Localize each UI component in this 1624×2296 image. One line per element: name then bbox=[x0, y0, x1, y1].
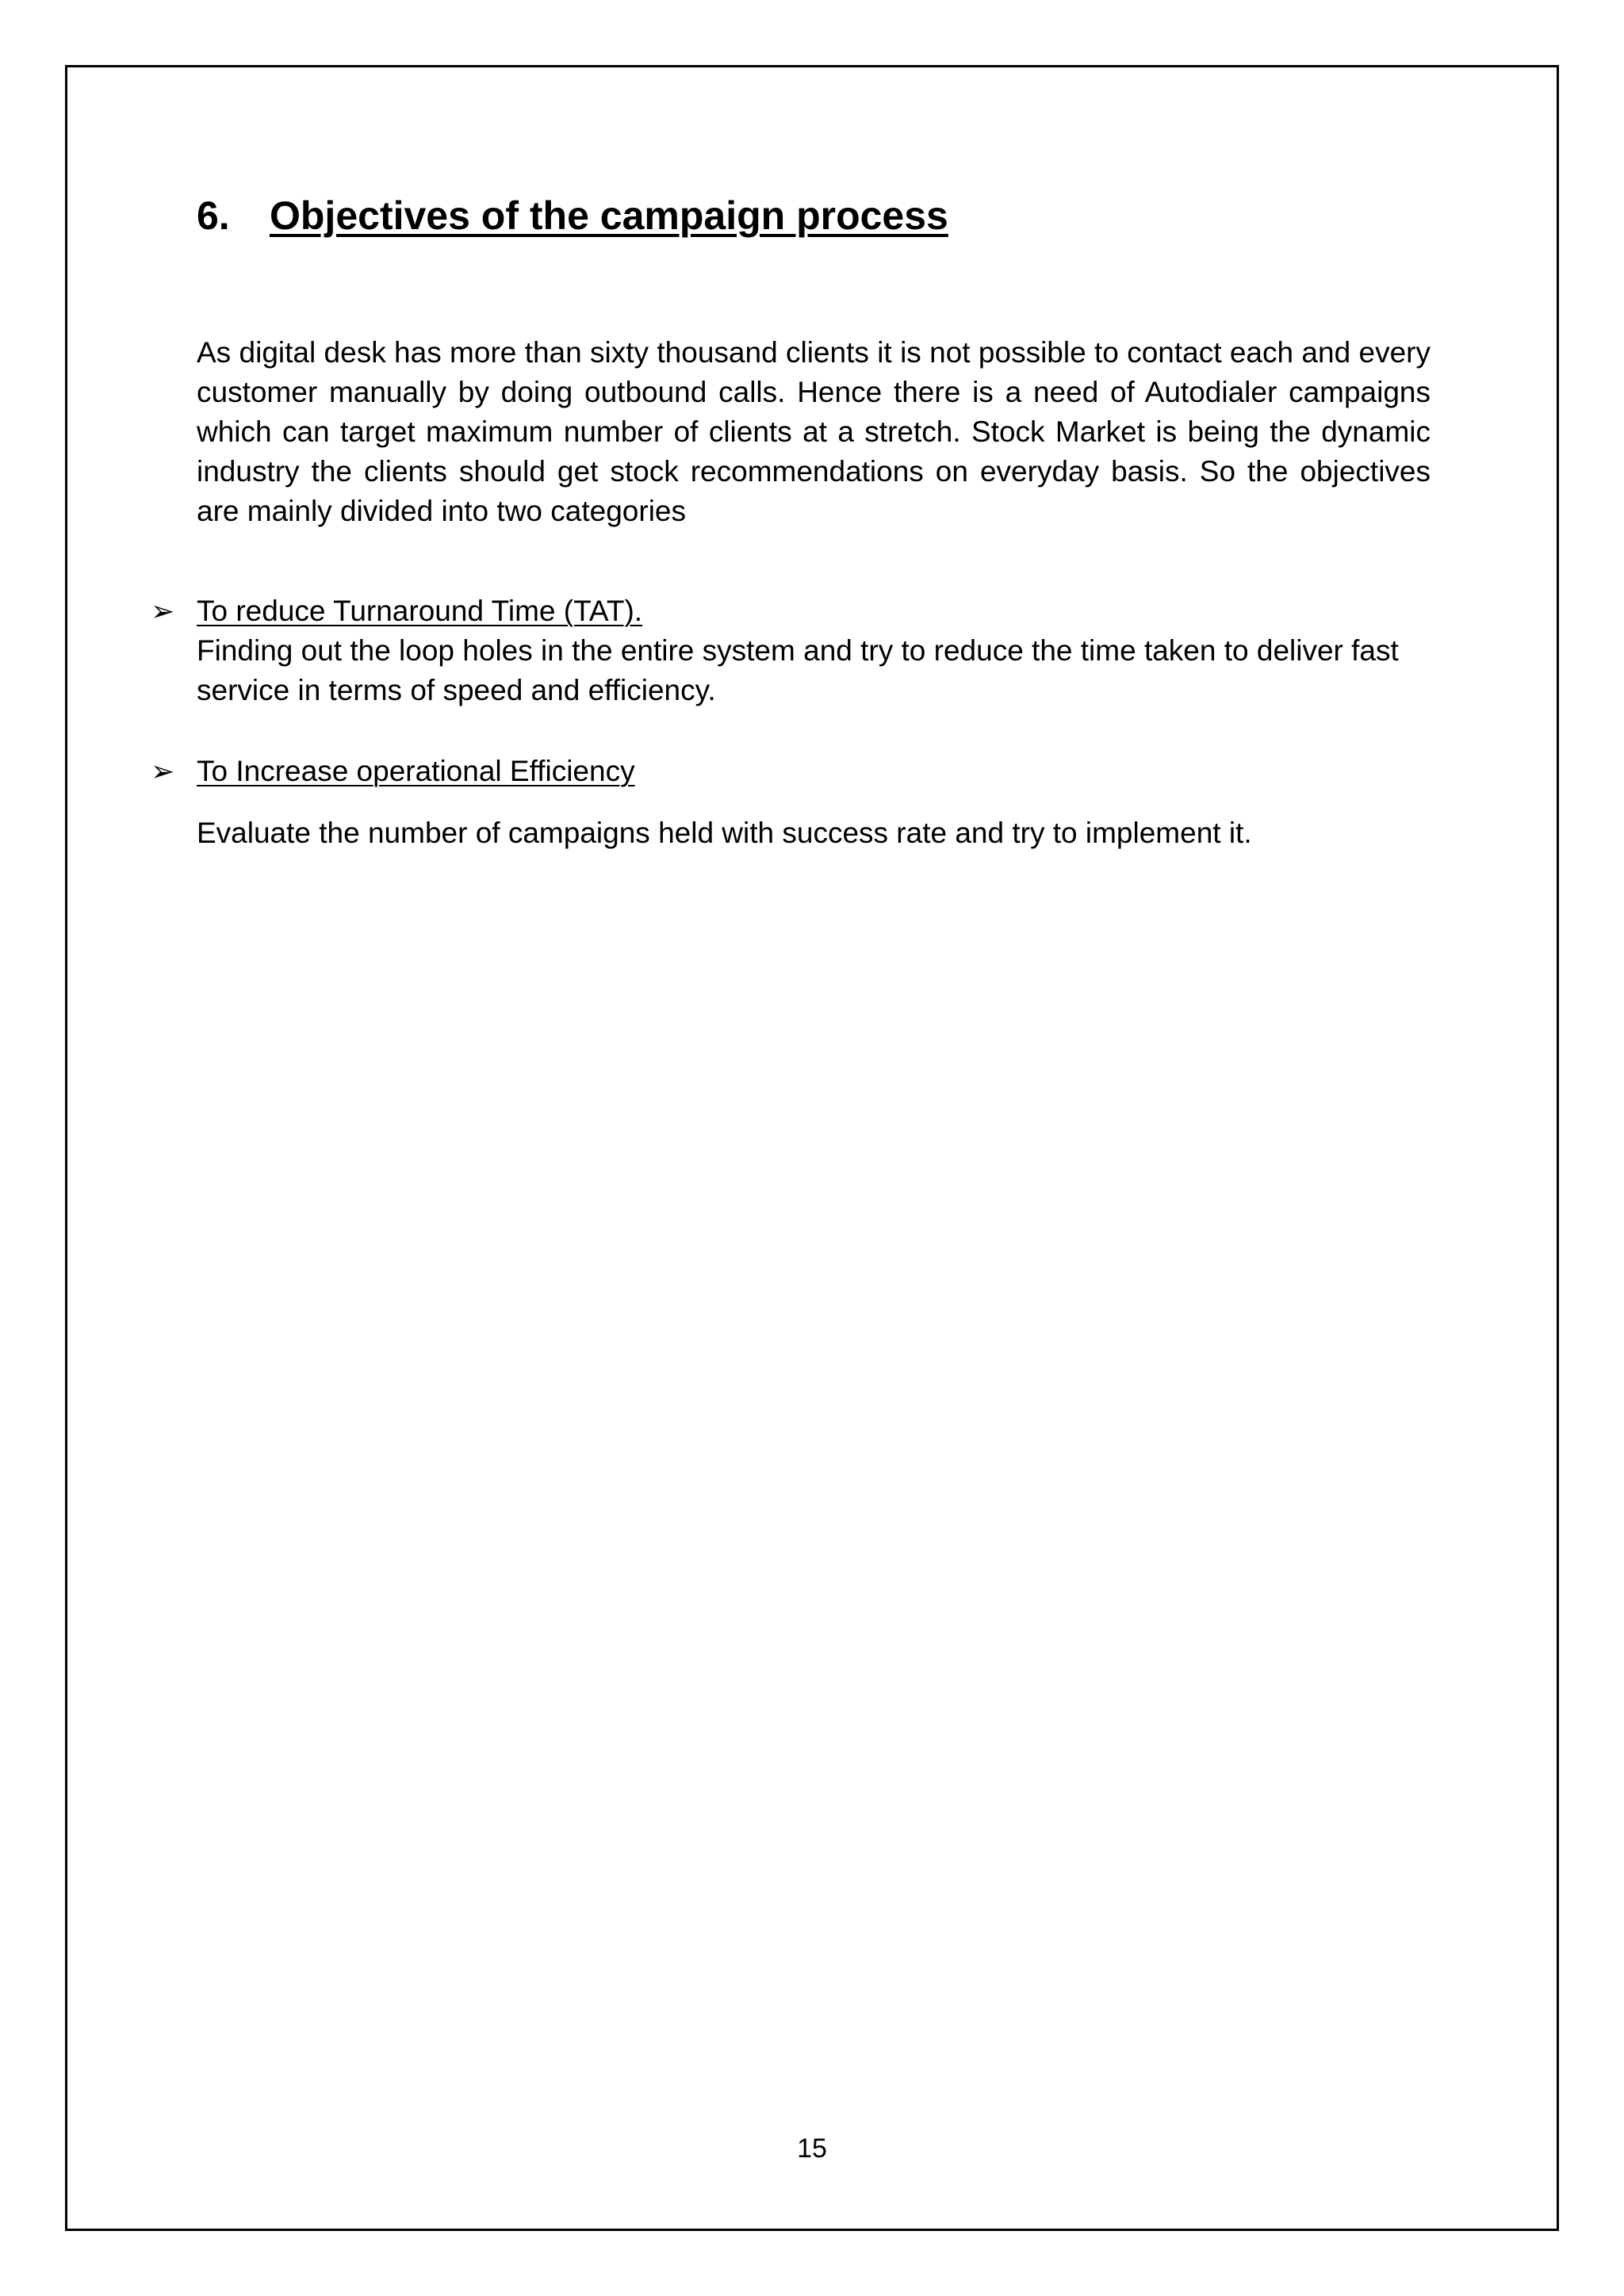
section-heading bbox=[197, 192, 948, 239]
objective-heading-efficiency: To Increase operational Efficiency bbox=[197, 755, 635, 787]
page-number: 15 bbox=[797, 2133, 827, 2164]
section-title: Objectives of the campaign process bbox=[270, 193, 948, 238]
objective-body-tat: Finding out the loop holes in the entire system and try to reduce the time taken to deliver fast service in terms of speed and efficiency. bbox=[197, 634, 1399, 706]
intro-paragraph: As digital desk has more than sixty thousand clients it is not possible to contact each and every customer manually by doing outbound calls. Hence there is a need of Autodialer campaigns which can target maximum number of clients at a stretch. Stock Market is being the dynamic industry the clients should get stock recommendations on everyday basis. So the objectives are mainly divided into two categories bbox=[197, 336, 1431, 527]
arrow-bullet-icon: ➢ bbox=[151, 755, 175, 787]
section-number: 6. bbox=[197, 193, 230, 238]
objective-body-efficiency: Evaluate the number of campaigns held with success rate and try to implement it. bbox=[197, 817, 1252, 849]
arrow-bullet-icon: ➢ bbox=[151, 595, 175, 627]
objective-heading-tat: To reduce Turnaround Time (TAT). bbox=[197, 595, 643, 627]
